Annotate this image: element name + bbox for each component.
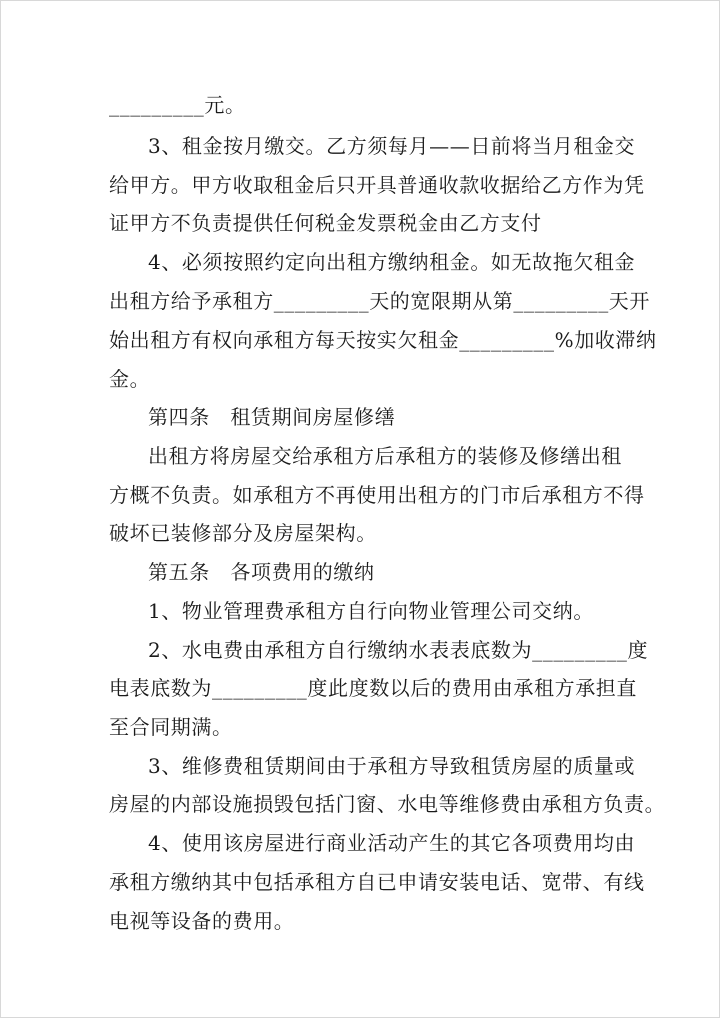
text-line: 给甲方。甲方收取租金后只开具普通收款收据给乙方作为凭 [109,173,645,197]
text-line: 方概不负责。如承租方不再使用出租方的门市后承租方不得 [109,483,645,507]
paragraph-line: 3、租金按月缴交。乙方须每月——日前将当月租金交 [148,134,636,158]
text-line: 破坏已装修部分及房屋架构。 [109,521,377,545]
paragraph-line: 4、使用该房屋进行商业活动产生的其它各项费用均由 [148,831,636,855]
section-heading: 第五条 各项费用的缴纳 [148,560,375,584]
text-line: 承租方缴纳其中包括承租方自已申请安装电话、宽带、有线 [109,870,645,894]
text-line: 电视等设备的费用。 [109,909,295,933]
text-line: 始出租方有权向承租方每天按实欠租金_________%加收滞纳 [109,328,657,352]
text-line: 至合同期满。 [109,715,233,739]
paragraph-line: 3、维修费租赁期间由于承租方导致租赁房屋的质量或 [148,754,636,778]
text-line: 金。 [109,367,151,391]
text-line: 证甲方不负责提供任何税金发票税金由乙方支付 [109,211,542,235]
text-line: _________元。 [109,93,246,117]
paragraph-line: 2、水电费由承租方自行缴纳水表表底数为_________度 [148,638,649,662]
text-line: 出租方给予承租方_________天的宽限期从第_________天开 [109,289,650,313]
section-heading: 第四条 租赁期间房屋修缮 [148,405,396,429]
text-line: 电表底数为_________度此度数以后的费用由承租方承担直 [109,676,637,700]
text-line: 房屋的内部设施损毁包括门窗、水电等维修费由承租方负责。 [109,792,666,816]
paragraph-line: 4、必须按照约定向出租方缴纳租金。如无故拖欠租金 [148,250,636,274]
paragraph-line: 1、物业管理费承租方自行向物业管理公司交纳。 [148,599,594,623]
paragraph-line: 出租方将房屋交给承租方后承租方的装修及修缮出租 [148,444,622,468]
